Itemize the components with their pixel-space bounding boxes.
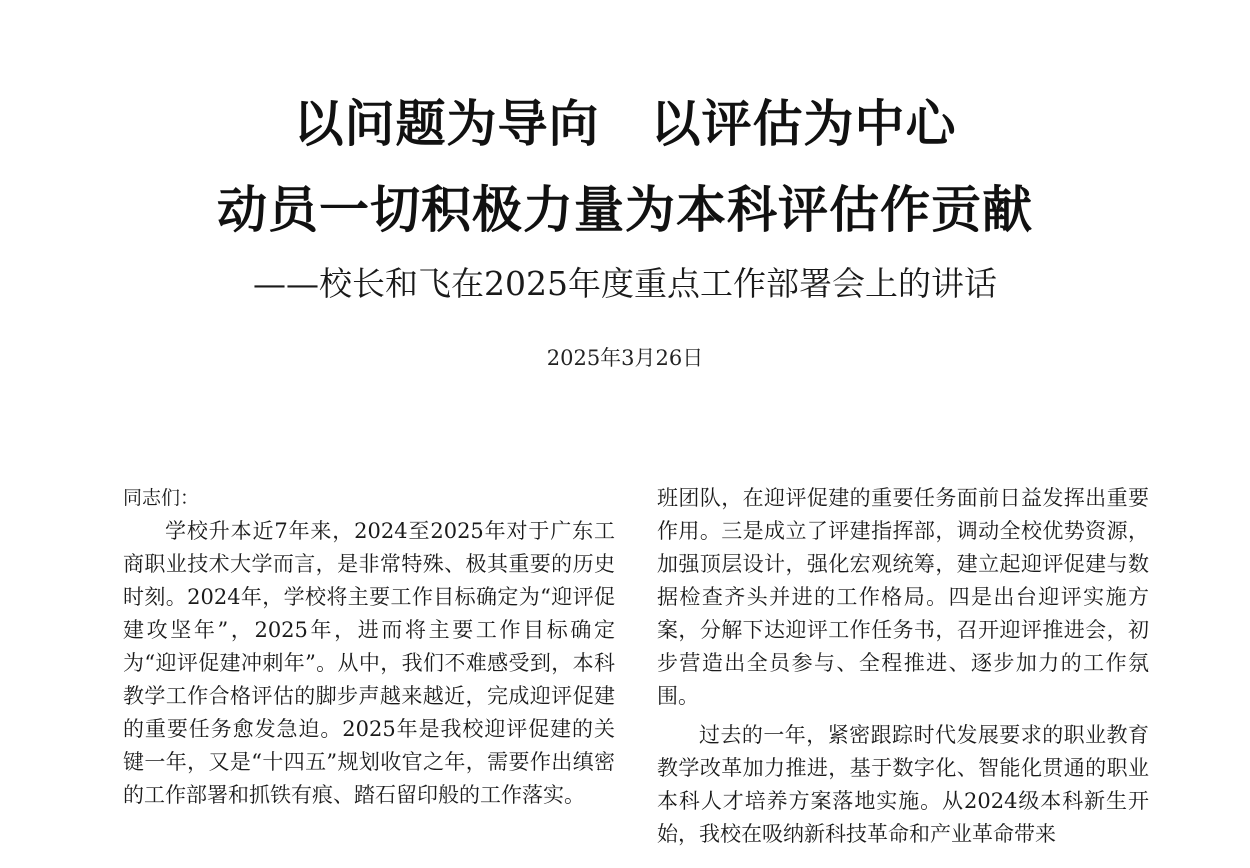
document-date: 2025年3月26日 bbox=[546, 346, 704, 370]
salutation: 同志们： bbox=[123, 487, 200, 509]
document-title-line-1: 以问题为导向 以评估为中心 bbox=[293, 94, 957, 153]
document-subtitle: ——校长和飞在2025年度重点工作部署会上的讲话 bbox=[253, 264, 997, 303]
right-text-column bbox=[657, 482, 1149, 851]
document-title-line-2: 动员一切积极力量为本科评估作贡献 bbox=[217, 180, 1033, 239]
body-paragraph-1: 学校升本近7年来，2024至2025年对于广东工商职业技术大学而言，是非常特殊、极其重要的历史时刻。2024年，学校将主要工作目标确定为“迎评促建攻坚年”，2025年，进而将主要工作目标确定为“迎评促建冲刺年”。从中，我们不难感受到，本科教学工作合格评估的脚步声越来越近，完成迎评促建的重要任务愈发急迫。2025年是我校迎评促建的关键一年，又是“十四五”规划收官之年，需要作出缜密的工作部署和抓铁有痕、踏石留印般的工作落实。 bbox=[123, 519, 615, 807]
body-paragraph-2: 过去的一年，紧密跟踪时代发展要求的职业教育教学改革加力推进，基于数字化、智能化贯通的职业本科人才培养方案落地实施。从2024级本科新生开始，我校在吸纳新科技革命和产业革命带来 bbox=[657, 723, 1149, 846]
left-text-column bbox=[123, 482, 615, 812]
body-paragraph-continuation: 班团队，在迎评促建的重要任务面前日益发挥出重要作用。三是成立了评建指挥部，调动全校优势资源，加强顶层设计，强化宏观统筹，建立起迎评促建与数据检查齐头并进的工作格局。四是出台迎评实施方案，分解下达迎评工作任务书，召开迎评推进会，初步营造出全员参与、全程推进、逐步加力的工作氛围。 bbox=[657, 486, 1149, 708]
